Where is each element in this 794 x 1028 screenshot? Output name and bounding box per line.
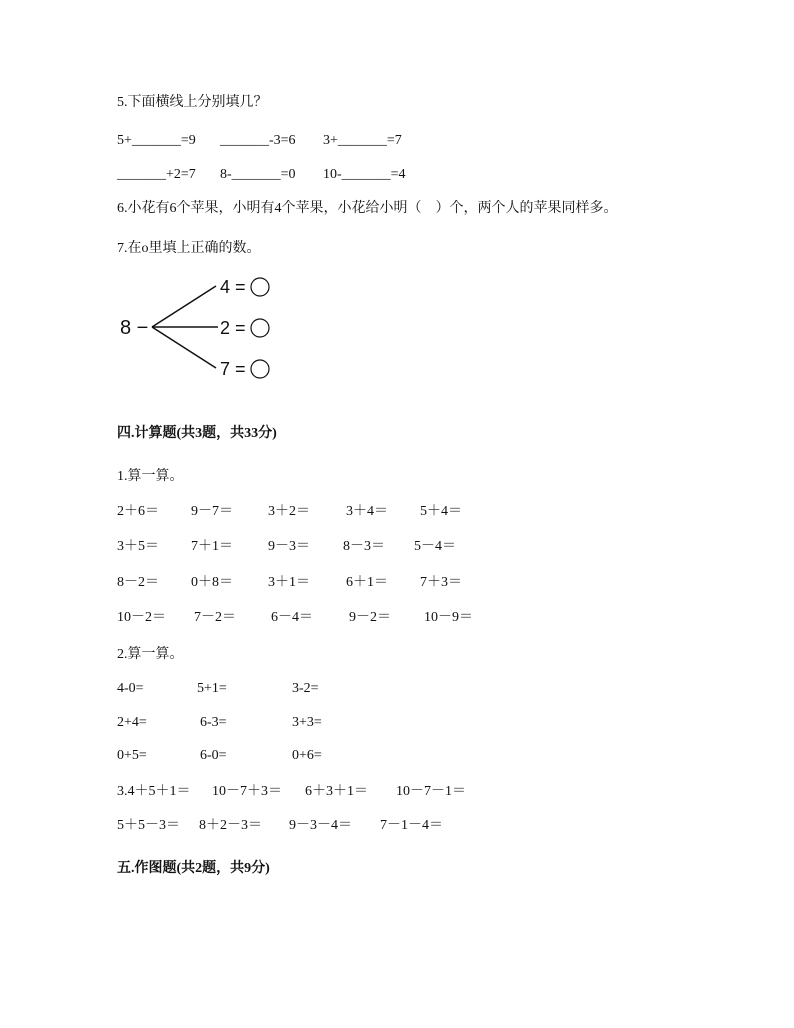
- q5-blank-2: _______-3=6: [220, 133, 296, 148]
- branch-label-2: 2 =: [220, 318, 246, 338]
- branch-line-top: [152, 286, 216, 327]
- q7-title: 7.在o里填上正确的数。: [117, 241, 261, 256]
- calc1-item: 3＋4＝: [346, 504, 388, 519]
- calc3-item: 8＋2－3＝: [199, 818, 262, 833]
- calc1-title: 1.算一算。: [117, 469, 184, 484]
- calc2-item: 4-0=: [117, 681, 144, 696]
- q5-blank-4: _______+2=7: [117, 167, 196, 182]
- subtraction-branch-diagram: [116, 268, 286, 388]
- calc3-item: 10－7－1＝: [396, 784, 466, 799]
- branch-label-3: 7 =: [220, 359, 246, 379]
- calc2-item: 0+6=: [292, 748, 322, 763]
- calc1-item: 7＋3＝: [420, 575, 462, 590]
- calc2-item: 5+1=: [197, 681, 227, 696]
- calc3-item: 3.4＋5＋1＝: [117, 784, 191, 799]
- calc2-item: 6-3=: [200, 715, 227, 730]
- calc1-item: 10－9＝: [424, 610, 473, 625]
- diagram-start-label: 8 −: [120, 317, 149, 339]
- q5-blank-5: 8-_______=0: [220, 167, 296, 182]
- branch-line-bottom: [152, 327, 216, 368]
- calc1-item: 3＋1＝: [268, 575, 310, 590]
- section4-heading: 四.计算题(共3题，共33分): [117, 426, 277, 441]
- answer-circle-2[interactable]: [251, 319, 269, 337]
- calc1-item: 8－2＝: [117, 575, 159, 590]
- calc1-item: 5－4＝: [414, 539, 456, 554]
- calc1-item: 8－3＝: [343, 539, 385, 554]
- q5-blank-1: 5+_______=9: [117, 133, 196, 148]
- calc1-item: 3＋5＝: [117, 539, 159, 554]
- calc2-item: 6-0=: [200, 748, 227, 763]
- calc1-item: 9－7＝: [191, 504, 233, 519]
- calc1-item: 6－4＝: [271, 610, 313, 625]
- q5-blank-6: 10-_______=4: [323, 167, 406, 182]
- q6-text: 6.小花有6个苹果，小明有4个苹果，小花给小明（ ）个，两个人的苹果同样多。: [117, 201, 618, 216]
- calc1-item: 6＋1＝: [346, 575, 388, 590]
- calc3-item: 10－7＋3＝: [212, 784, 282, 799]
- answer-circle-3[interactable]: [251, 360, 269, 378]
- q5-title: 5.下面横线上分别填几？: [117, 95, 268, 110]
- calc1-item: 9－3＝: [268, 539, 310, 554]
- calc1-item: 7－2＝: [194, 610, 236, 625]
- answer-circle-1[interactable]: [251, 278, 269, 296]
- calc1-item: 9－2＝: [349, 610, 391, 625]
- calc2-item: 3-2=: [292, 681, 319, 696]
- calc3-item: 6＋3＋1＝: [305, 784, 368, 799]
- section5-heading: 五.作图题(共2题，共9分): [117, 861, 270, 876]
- calc1-item: 3＋2＝: [268, 504, 310, 519]
- calc2-item: 3+3=: [292, 715, 322, 730]
- branch-label-1: 4 =: [220, 277, 246, 297]
- calc1-item: 10－2＝: [117, 610, 166, 625]
- q5-blank-3: 3+_______=7: [323, 133, 402, 148]
- calc1-item: 5＋4＝: [420, 504, 462, 519]
- calc2-item: 2+4=: [117, 715, 147, 730]
- calc1-item: 2＋6＝: [117, 504, 159, 519]
- calc1-item: 0＋8＝: [191, 575, 233, 590]
- calc1-item: 7＋1＝: [191, 539, 233, 554]
- calc3-item: 9－3－4＝: [289, 818, 352, 833]
- calc3-item: 5＋5－3＝: [117, 818, 180, 833]
- calc2-item: 0+5=: [117, 748, 147, 763]
- calc2-title: 2.算一算。: [117, 647, 184, 662]
- calc3-item: 7－1－4＝: [380, 818, 443, 833]
